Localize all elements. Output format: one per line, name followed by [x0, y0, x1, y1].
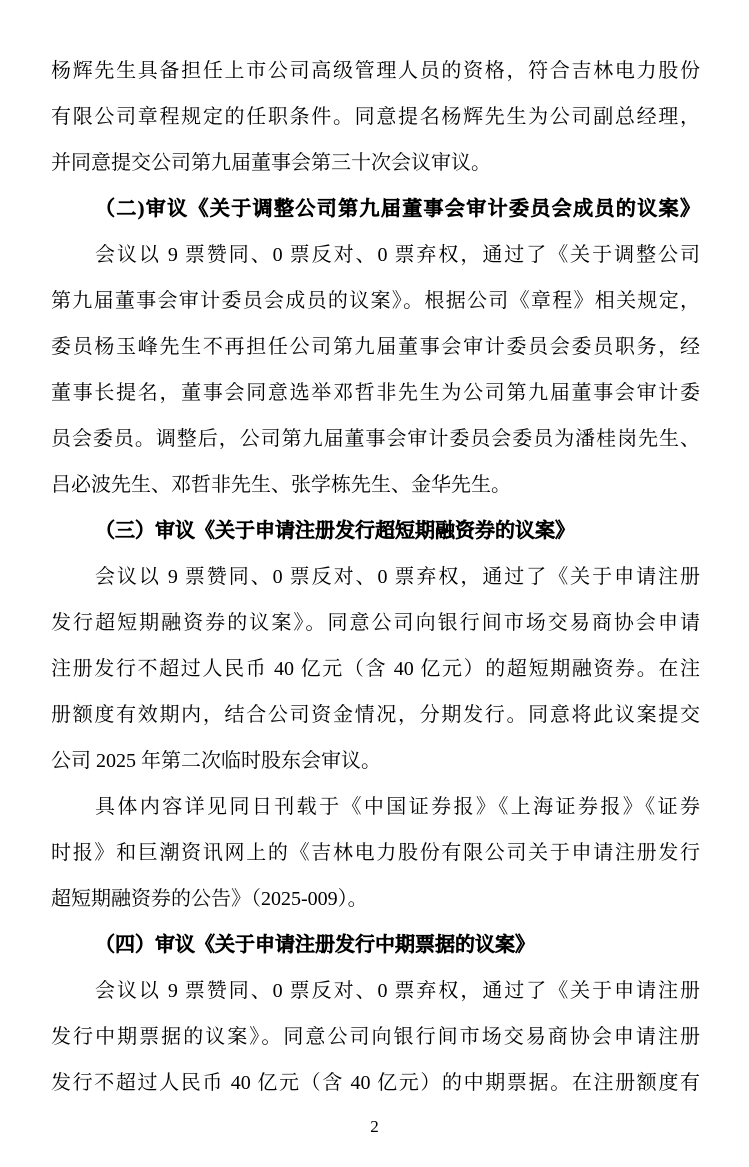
page-footer [0, 1116, 749, 1138]
section-heading-line: （四）审议《关于申请注册发行中期票据的议案》 [95, 934, 535, 956]
text-line: 员会委员。调整后，公司第九届董事会审计委员会委员为潘桂岗先生、 [51, 428, 700, 450]
text-line: 具体内容详见同日刊载于《中国证券报》《上海证券报》《证券 [95, 796, 700, 818]
text-line: 会议以 9 票赞同、0 票反对、0 票弃权，通过了《关于申请注册 [95, 980, 700, 1002]
text-line: 杨辉先生具备担任上市公司高级管理人员的资格，符合吉林电力股份 [51, 60, 700, 82]
text-line: 董事长提名，董事会同意选举邓哲非先生为公司第九届董事会审计委 [51, 382, 700, 404]
section-heading [51, 186, 700, 232]
text-line: 有限公司章程规定的任职条件。同意提名杨辉先生为公司副总经理， [51, 106, 700, 128]
paragraph [51, 554, 700, 784]
section-heading [51, 508, 700, 554]
section-heading-line: （二)审议《关于调整公司第九届董事会审计委员会成员的议案》 [95, 198, 700, 220]
paragraph [51, 968, 700, 1106]
text-line: 册额度有效期内，结合公司资金情况，分期发行。同意将此议案提交 [51, 704, 700, 726]
paragraph [51, 784, 700, 922]
page-number: 2 [370, 1117, 379, 1136]
section-heading-line: （三）审议《关于申请注册发行超短期融资券的议案》 [95, 520, 575, 542]
text-line: 会议以 9 票赞同、0 票反对、0 票弃权，通过了《关于调整公司 [95, 244, 700, 266]
text-line: 注册发行不超过人民币 40 亿元（含 40 亿元）的超短期融资券。在注 [51, 658, 700, 680]
text-line: 吕必波先生、邓哲非先生、张学栋先生、金华先生。 [51, 474, 511, 496]
text-line: 时报》和巨潮资讯网上的《吉林电力股份有限公司关于申请注册发行 [51, 842, 700, 864]
text-line: 并同意提交公司第九届董事会第三十次会议审议。 [51, 152, 491, 174]
text-line: 委员杨玉峰先生不再担任公司第九届董事会审计委员会委员职务，经 [51, 336, 700, 358]
text-line: 第九届董事会审计委员会成员的议案》。根据公司《章程》相关规定， [51, 290, 700, 312]
text-line: 会议以 9 票赞同、0 票反对、0 票弃权，通过了《关于申请注册 [95, 566, 700, 588]
paragraph [51, 232, 700, 508]
paragraph [51, 48, 700, 186]
text-line: 发行超短期融资券的议案》。同意公司向银行间市场交易商协会申请 [51, 612, 700, 634]
section-heading [51, 922, 700, 968]
text-line: 发行中期票据的议案》。同意公司向银行间市场交易商协会申请注册 [51, 1026, 700, 1048]
text-line: 公司 2025 年第二次临时股东会审议。 [51, 750, 381, 772]
text-line: 发行不超过人民币 40 亿元（含 40 亿元）的中期票据。在注册额度有 [51, 1072, 700, 1094]
text-line: 超短期融资券的公告》（2025-009）。 [51, 888, 368, 910]
